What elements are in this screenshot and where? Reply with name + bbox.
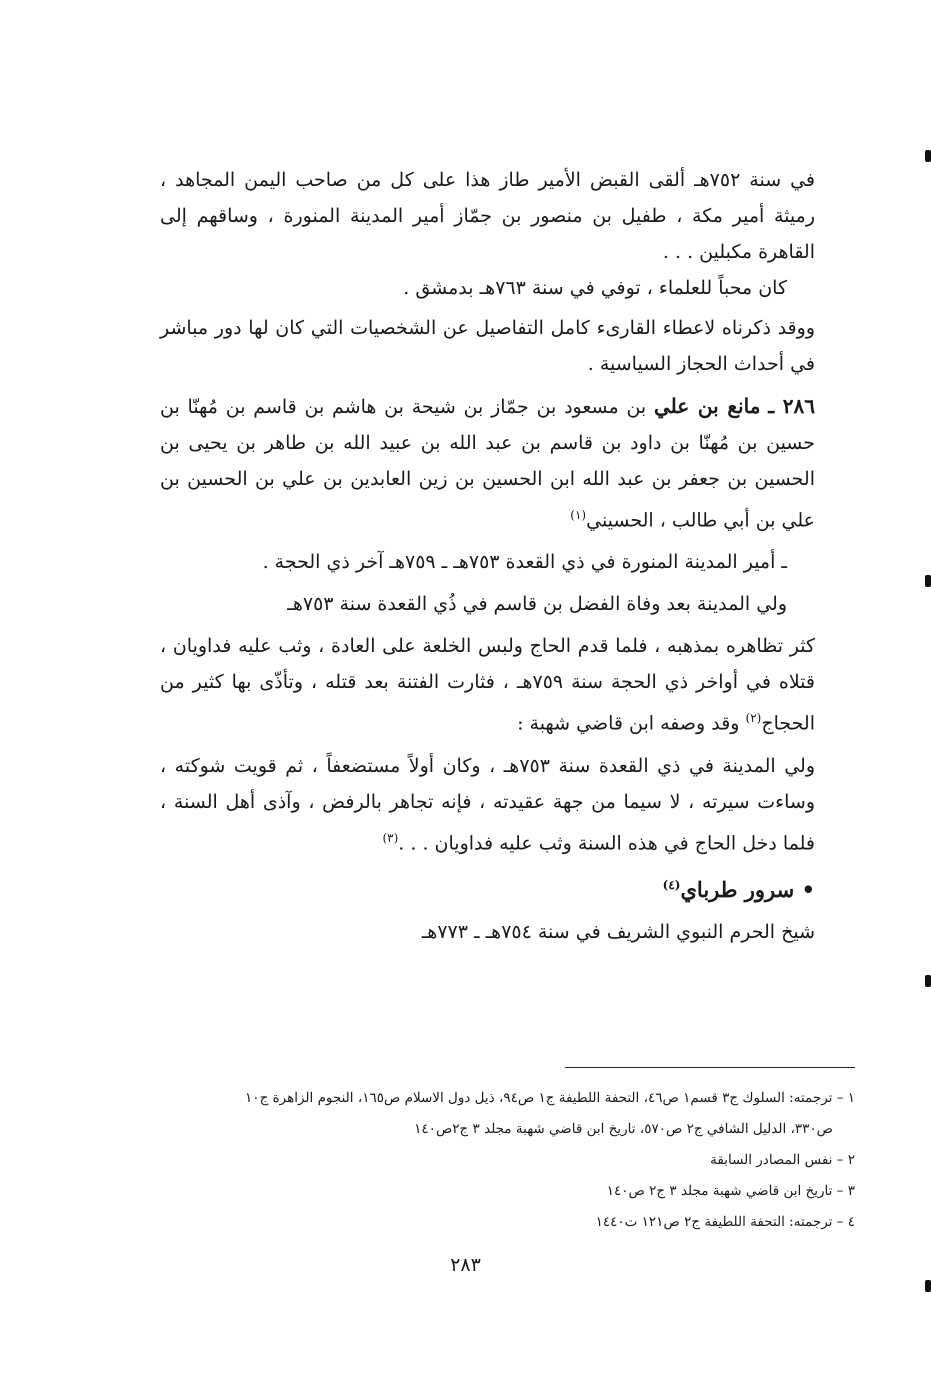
paragraph-killing-text: كثر تظاهره بمذهبه ، فلما قدم الحاج ولبس الخلعة على العادة ، وثب عليه فداويان ، قتلاه في أواخر ذي الحجة سنة ٧٥٩هـ ، فثارت الفتنة بعد قتله ، وتأذّى بها كثير من الحجاج [160, 635, 815, 735]
heading-text: سرور طرباي [680, 876, 795, 902]
paragraph-killing-tail: وقد وصفه ابن قاضي شهبة : [517, 712, 740, 735]
paragraph-quote-text: ولي المدينة في ذي القعدة سنة ٧٥٣هـ ، وكان أولاً مستضعفاً ، ثم قويت شوكته ، وساءت سيرته ، لا سيما من جهة عقيدته ، فإنه تجاهر بالرفض ، وآذى أهل السنة ، فلما دخل الحاج في هذه السنة وثب عليه فداويان . . . [160, 754, 815, 854]
entry-name: مانع بن علي [653, 394, 761, 418]
page-number: ٢٨٣ [450, 1254, 481, 1276]
footnote-2: ٢ – نفس المصادر السابقة [710, 1152, 855, 1168]
footnote-3: ٣ – تاريخ ابن قاضي شهبة مجلد ٣ ج٢ ص١٤٠ [606, 1183, 855, 1199]
main-text [160, 162, 815, 950]
footnote-1-continued: ص٣٣٠، الدليل الشافي ج٢ ص٥٧٠، تاريخ ابن قاضي شهبة مجلد ٣ ج٢ص١٤٠ [414, 1121, 833, 1137]
paragraph-killing [160, 628, 815, 741]
bullet-icon: • [801, 876, 815, 902]
section-heading [160, 865, 815, 910]
footnote-divider [565, 1067, 855, 1068]
scan-edge-mark [925, 975, 931, 987]
footnote-ref-1[interactable]: (١) [570, 508, 587, 522]
paragraph-tenure: ـ أمير المدينة المنورة في ذي القعدة ٧٥٣هـ ـ ٧٥٩هـ آخر ذي الحجة . [262, 551, 787, 574]
scan-edge-mark [925, 1280, 931, 1292]
footnote-ref-3[interactable]: (٣) [382, 830, 399, 845]
scan-edge-mark [925, 575, 931, 587]
paragraph-appointment: ولي المدينة بعد وفاة الفضل بن قاسم في ذُي القعدة سنة ٧٥٣هـ [287, 593, 787, 616]
entry-286 [160, 388, 815, 538]
scan-edge-mark [925, 150, 931, 162]
paragraph-quote [160, 748, 815, 861]
footnote-1: ١ – ترجمته: السلوك ج٣ قسم١ ص٤٦، التحفة اللطيفة ج١ ص٩٤، ذيل دول الاسلام ص١٦٥، النجوم الزاهرة ج١٠ [245, 1090, 855, 1106]
footnote-4: ٤ – ترجمته: التحفة اللطيفة ج٢ ص١٢١ ت١٤٤٠ [595, 1214, 855, 1230]
paragraph-sheikh: شيخ الحرم النبوي الشريف في سنة ٧٥٤هـ ـ ٧٧٣هـ [421, 920, 815, 943]
footnote-ref-2[interactable]: (٢) [745, 711, 762, 726]
paragraph-taz-death: كان محباً للعلماء ، توفي في سنة ٧٦٣هـ بدمشق . [403, 277, 787, 299]
footnote-ref-4[interactable]: (٤) [662, 877, 681, 892]
paragraph-editor-note: ووقد ذكرناه لاعطاء القارىء كامل التفاصيل عن الشخصيات التي كان لها دور مباشر في أحداث الحجاز السياسية . [160, 317, 815, 375]
entry-number: ٢٨٦ ـ [768, 394, 815, 418]
footnotes-section [160, 1083, 855, 1238]
paragraph-taz-arrest: في سنة ٧٥٢هـ ألقى القبض الأمير طاز هذا على كل من صاحب اليمن المجاهد ، رميثة أمير مكة ، طفيل بن منصور بن جمّاز أمير المدينة المنورة ، وساقهم إلى القاهرة مكبلين . . . [160, 169, 815, 263]
entry-lineage: بن مسعود بن جمّاز بن شيحة بن هاشم بن قاسم بن مُهنّا بن حسين بن مُهنّا بن داود بن قاسم بن عبد الله بن عبيد الله بن طاهر بن يحيى بن الحسين بن جعفر بن عبد الله ابن الحسين بن زين العابدين بن علي بن الحسين بن علي بن أبي طالب ، الحسيني [160, 396, 815, 532]
